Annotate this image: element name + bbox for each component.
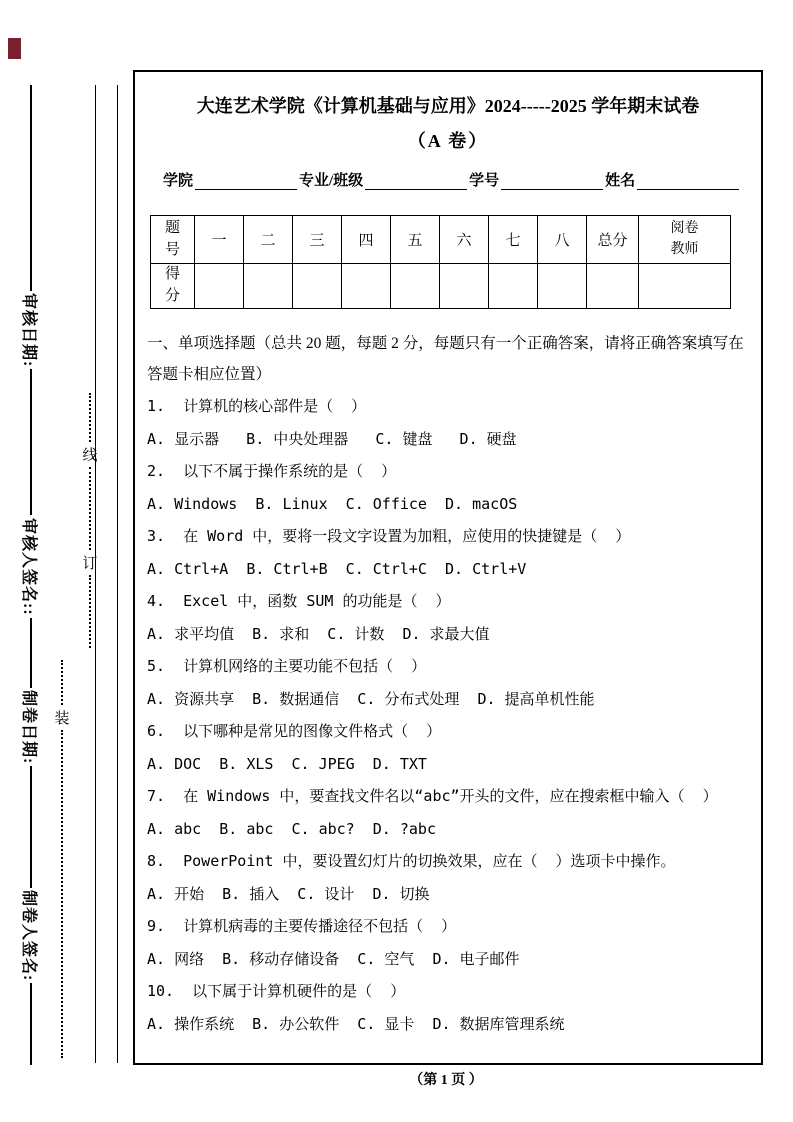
paper-maker-signature-fill-line <box>30 983 32 1065</box>
score-cell <box>538 264 587 309</box>
binding-char-zhuang: 装 <box>54 710 70 727</box>
major-class-fill-line <box>365 172 467 190</box>
field-label-college: 学院 <box>163 173 194 189</box>
question-4-options: A. 求平均值 B. 求和 C. 计数 D. 求最大值 <box>147 624 490 643</box>
score-cell <box>440 264 489 309</box>
seal-label-paper-maker-signature: 制卷人签名: <box>20 890 38 982</box>
score-cell <box>391 264 440 309</box>
question-5-options: A. 资源共享 B. 数据通信 C. 分布式处理 D. 提高单机性能 <box>147 689 595 708</box>
question-2-options: A. Windows B. Linux C. Office D. macOS <box>147 494 518 513</box>
exam-paper-frame <box>133 70 763 1065</box>
score-col-7: 七 <box>489 216 538 264</box>
question-1-stem: 1. 计算机的核心部件是（ ） <box>147 397 367 415</box>
question-9-stem: 9. 计算机病毒的主要传播途径不包括（ ） <box>147 917 457 935</box>
page-footer: （第 1 页 ） <box>409 1073 483 1088</box>
corner-label: 题号 <box>164 219 180 258</box>
seal-field-review-date <box>16 293 46 515</box>
score-table-score-row <box>151 264 731 309</box>
score-cell <box>342 264 391 309</box>
question-8-options: A. 开始 B. 插入 C. 设计 D. 切换 <box>147 884 430 903</box>
score-cell <box>489 264 538 309</box>
dotted-segment <box>89 393 91 442</box>
dotted-segment <box>89 467 91 550</box>
question-4-stem: 4. Excel 中，函数 SUM 的功能是（ ） <box>147 592 451 610</box>
question-5-stem: 5. 计算机网络的主要功能不包括（ ） <box>147 657 427 675</box>
score-table-header-row <box>151 216 731 264</box>
question-3-stem: 3. 在 Word 中，要将一段文字设置为加粗，应使用的快捷键是（ ） <box>147 527 631 545</box>
score-col-8: 八 <box>538 216 587 264</box>
binding-dotted-line-lower <box>54 660 70 1058</box>
dotted-segment <box>89 575 91 648</box>
score-label: 得分 <box>164 266 180 304</box>
section-one-heading: 一、单项选择题（总共 20 题，每题 2 分，每题只有一个正确答案，请将正确答案填写在答题卡相应位置） <box>147 335 744 383</box>
question-8-stem: 8. PowerPoint 中，要设置幻灯片的切换效果，应在（ ）选项卡中操作。 <box>147 852 676 870</box>
seal-field-reviewer-signature <box>16 518 46 688</box>
score-col-3: 三 <box>293 216 342 264</box>
corner-mark <box>8 38 21 59</box>
question-1-options: A. 显示器 B. 中央处理器 C. 键盘 D. 硬盘 <box>147 429 517 448</box>
score-col-total: 总分 <box>587 216 639 264</box>
exam-subtitle: （A 卷） <box>407 131 489 151</box>
reviewer-signature-fill-line <box>30 618 32 688</box>
score-cell <box>244 264 293 309</box>
question-6-stem: 6. 以下哪种是常见的图像文件格式（ ） <box>147 722 442 740</box>
seal-border-line-inner <box>117 85 118 1063</box>
field-label-student-id: 学号 <box>469 173 500 189</box>
paper-date-fill-line <box>30 766 32 888</box>
student-info-row <box>163 169 741 190</box>
question-3-options: A. Ctrl+A B. Ctrl+B C. Ctrl+C D. Ctrl+V <box>147 559 527 578</box>
score-cell <box>587 264 639 309</box>
student-id-fill-line <box>501 172 603 190</box>
question-6-options: A. DOC B. XLS C. JPEG D. TXT <box>147 754 427 773</box>
field-label-major-class: 专业/班级 <box>298 173 364 189</box>
score-col-2: 二 <box>244 216 293 264</box>
seal-label-reviewer-signature: 审核人签名:: <box>20 518 38 616</box>
question-10-options: A. 操作系统 B. 办公软件 C. 显卡 D. 数据库管理系统 <box>147 1014 565 1033</box>
seal-field-paper-maker-signature <box>16 890 46 1065</box>
seal-label-paper-date: 制卷日期: <box>20 690 38 765</box>
question-list <box>147 390 751 1040</box>
score-table-corner-cell <box>151 216 195 264</box>
exam-title: 大连艺术学院《计算机基础与应用》2024-----2025 学年期末试卷 <box>196 96 700 116</box>
question-10-stem: 10. 以下属于计算机硬件的是（ ） <box>147 982 406 1000</box>
score-table <box>150 215 731 309</box>
binding-char-xian: 线 <box>82 447 98 464</box>
score-col-1: 一 <box>195 216 244 264</box>
score-col-6: 六 <box>440 216 489 264</box>
dotted-segment <box>61 730 63 1058</box>
score-cell <box>293 264 342 309</box>
score-col-5: 五 <box>391 216 440 264</box>
field-label-name: 姓名 <box>605 173 636 189</box>
question-7-options: A. abc B. abc C. abc? D. ?abc <box>147 819 436 838</box>
grader-label: 阅卷教师 <box>670 221 699 257</box>
seal-fill-line-top <box>30 85 32 291</box>
score-cell <box>639 264 731 309</box>
seal-field-paper-date <box>16 690 46 888</box>
dotted-segment <box>61 660 63 705</box>
name-fill-line <box>637 172 739 190</box>
college-fill-line <box>195 172 297 190</box>
review-date-fill-line <box>30 369 32 515</box>
binding-dotted-line-upper <box>82 393 98 648</box>
score-cell <box>195 264 244 309</box>
score-col-grader <box>639 216 731 264</box>
seal-label-review-date: 审核日期: <box>20 293 38 368</box>
question-7-stem: 7. 在 Windows 中，要查找文件名以“abc”开头的文件，应在搜索框中输入（ ） <box>147 787 718 805</box>
score-row-label-cell <box>151 264 195 309</box>
binding-char-ding: 订 <box>82 555 98 572</box>
question-9-options: A. 网络 B. 移动存储设备 C. 空气 D. 电子邮件 <box>147 949 520 968</box>
question-2-stem: 2. 以下不属于操作系统的是（ ） <box>147 462 397 480</box>
score-col-4: 四 <box>342 216 391 264</box>
